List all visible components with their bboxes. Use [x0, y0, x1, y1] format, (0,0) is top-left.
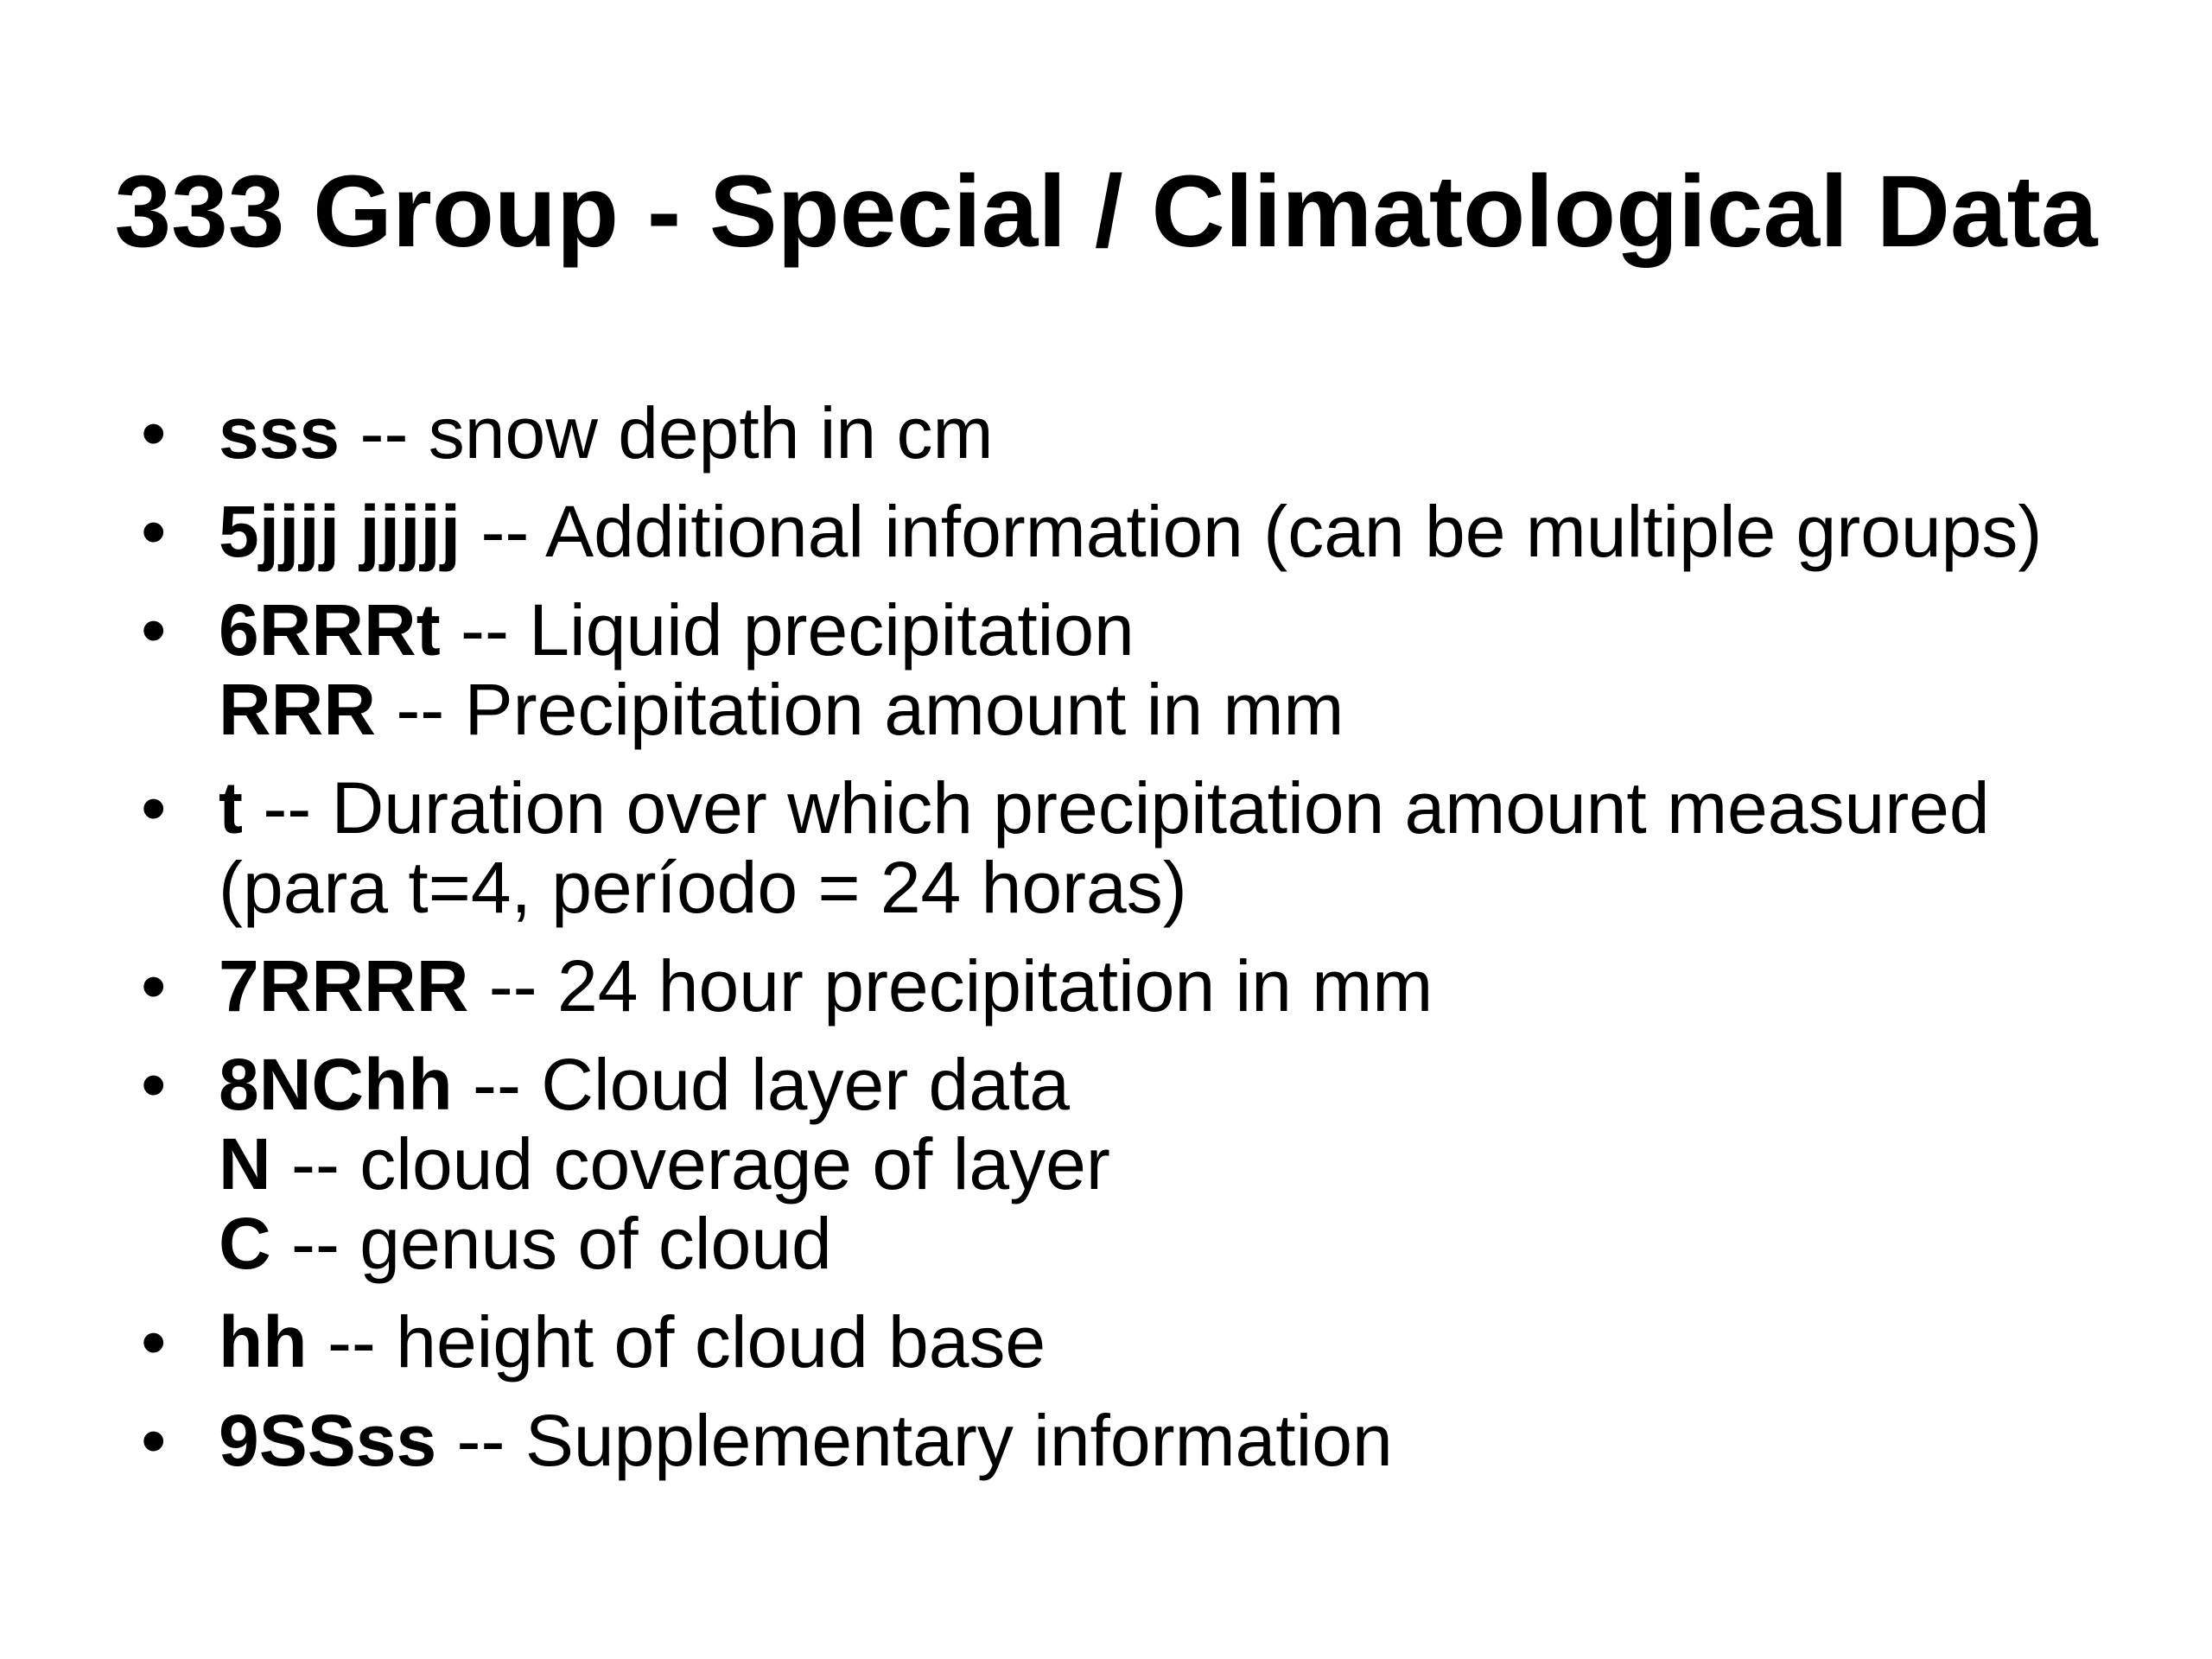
bullet-line: [219, 1204, 2139, 1283]
bullet-line: [219, 492, 2139, 571]
bullet-line: [219, 1045, 2139, 1124]
bullet-line: [219, 768, 2139, 848]
bullet-item: [125, 492, 2139, 571]
description: -- Cloud layer data: [452, 1044, 1070, 1125]
code-term: 5jjjj jjjjj: [219, 491, 461, 572]
bullet-line: [219, 848, 2139, 927]
description: -- Duration over which precipitation amount measured: [242, 767, 1990, 849]
code-term: 7RRRR: [219, 945, 469, 1027]
bullet-dot: •: [141, 1044, 167, 1125]
bullet-line: [219, 1124, 2139, 1204]
bullet-dot: •: [141, 767, 167, 849]
bullet-line: [219, 1302, 2139, 1382]
code-term: N: [219, 1123, 271, 1205]
bullet-line: [219, 670, 2139, 749]
code-term: RRR: [219, 669, 376, 750]
bullet-dot: •: [141, 945, 167, 1027]
description: -- 24 hour precipitation in mm: [468, 945, 1433, 1027]
bullet-line: [219, 590, 2139, 670]
bullet-dot: •: [141, 1400, 167, 1481]
description: (para t=4, período = 24 horas): [219, 847, 1187, 928]
bullet-line: [219, 393, 2139, 473]
description: -- Supplementary information: [436, 1400, 1393, 1481]
bullet-line: [219, 946, 2139, 1026]
bullet-item: [125, 590, 2139, 749]
bullet-item: [125, 1401, 2139, 1480]
code-term: sss: [219, 392, 340, 474]
bullet-item: [125, 768, 2139, 927]
bullet-line: [219, 1401, 2139, 1480]
bullet-item: [125, 1302, 2139, 1382]
bullet-dot: •: [141, 491, 167, 572]
bullet-item: [125, 1045, 2139, 1283]
bullet-dot: •: [141, 392, 167, 474]
description: -- cloud coverage of layer: [270, 1123, 1110, 1205]
description: -- Additional information (can be multiple groups): [461, 491, 2043, 572]
code-term: C: [219, 1203, 271, 1284]
code-term: hh: [219, 1301, 308, 1382]
slide-title: 333 Group - Special / Climatological Data: [114, 155, 2098, 269]
code-term: t: [219, 767, 243, 849]
description: -- Precipitation amount in mm: [376, 669, 1344, 750]
code-term: 6RRRt: [219, 589, 441, 671]
bullet-dot: •: [141, 1301, 167, 1382]
code-term: 8NChh: [219, 1044, 453, 1125]
description: -- height of cloud base: [307, 1301, 1046, 1382]
bullet-dot: •: [141, 589, 167, 671]
bullet-list: [125, 393, 2139, 1499]
bullet-item: [125, 946, 2139, 1026]
bullet-item: [125, 393, 2139, 473]
description: -- snow depth in cm: [340, 392, 994, 474]
code-term: 9SSss: [219, 1400, 437, 1481]
description: -- genus of cloud: [270, 1203, 832, 1284]
description: -- Liquid precipitation: [440, 589, 1135, 671]
